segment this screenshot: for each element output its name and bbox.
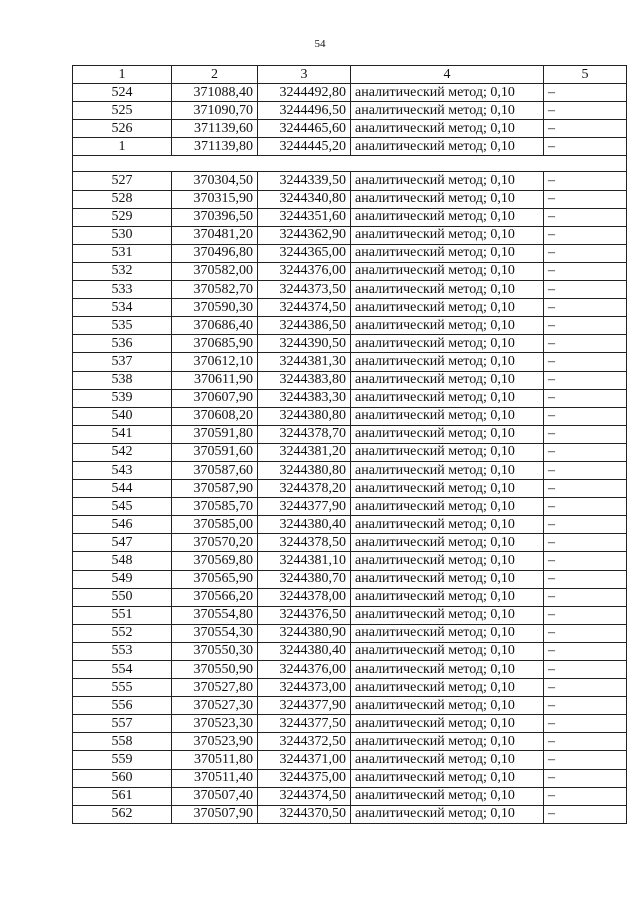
description-cell: –	[544, 84, 627, 102]
table-row	[73, 407, 627, 425]
y-coordinate-cell: 3244383,80	[258, 371, 351, 389]
description-cell: –	[544, 679, 627, 697]
x-coordinate-cell: 370511,80	[172, 751, 258, 769]
table-row	[73, 715, 627, 733]
point-number-cell: 532	[73, 262, 172, 280]
x-coordinate-cell: 371139,60	[172, 120, 258, 138]
point-number-cell: 537	[73, 353, 172, 371]
table-row	[73, 733, 627, 751]
table-row	[73, 172, 627, 190]
y-coordinate-cell: 3244373,50	[258, 281, 351, 299]
point-number-cell: 524	[73, 84, 172, 102]
description-cell: –	[544, 733, 627, 751]
y-coordinate-cell: 3244465,60	[258, 120, 351, 138]
point-number-cell: 541	[73, 425, 172, 443]
method-accuracy-cell: аналитический метод; 0,10	[351, 262, 544, 280]
y-coordinate-cell: 3244376,50	[258, 606, 351, 624]
method-accuracy-cell: аналитический метод; 0,10	[351, 624, 544, 642]
method-accuracy-cell: аналитический метод; 0,10	[351, 353, 544, 371]
point-number-cell: 538	[73, 371, 172, 389]
point-number-cell: 544	[73, 480, 172, 498]
point-number-cell: 553	[73, 642, 172, 660]
method-accuracy-cell: аналитический метод; 0,10	[351, 208, 544, 226]
y-coordinate-cell: 3244351,60	[258, 208, 351, 226]
y-coordinate-cell: 3244378,00	[258, 588, 351, 606]
point-number-cell: 552	[73, 624, 172, 642]
description-cell: –	[544, 498, 627, 516]
x-coordinate-cell: 370523,90	[172, 733, 258, 751]
point-number-cell: 549	[73, 570, 172, 588]
description-cell: –	[544, 281, 627, 299]
x-coordinate-cell: 370550,90	[172, 661, 258, 679]
point-number-cell: 560	[73, 769, 172, 787]
description-cell: –	[544, 425, 627, 443]
x-coordinate-cell: 370507,90	[172, 805, 258, 823]
method-accuracy-cell: аналитический метод; 0,10	[351, 407, 544, 425]
y-coordinate-cell: 3244377,50	[258, 715, 351, 733]
point-number-cell: 531	[73, 244, 172, 262]
point-number-cell: 557	[73, 715, 172, 733]
method-accuracy-cell: аналитический метод; 0,10	[351, 244, 544, 262]
y-coordinate-cell: 3244381,10	[258, 552, 351, 570]
x-coordinate-cell: 370565,90	[172, 570, 258, 588]
y-coordinate-cell: 3244378,70	[258, 425, 351, 443]
y-coordinate-cell: 3244340,80	[258, 190, 351, 208]
table-row	[73, 190, 627, 208]
table-row	[73, 570, 627, 588]
x-coordinate-cell: 370507,40	[172, 787, 258, 805]
description-cell: –	[544, 299, 627, 317]
x-coordinate-cell: 370481,20	[172, 226, 258, 244]
x-coordinate-cell: 370607,90	[172, 389, 258, 407]
method-accuracy-cell: аналитический метод; 0,10	[351, 84, 544, 102]
method-accuracy-cell: аналитический метод; 0,10	[351, 371, 544, 389]
x-coordinate-cell: 370608,20	[172, 407, 258, 425]
table-row	[73, 262, 627, 280]
method-accuracy-cell: аналитический метод; 0,10	[351, 317, 544, 335]
x-coordinate-cell: 370523,30	[172, 715, 258, 733]
y-coordinate-cell: 3244380,80	[258, 461, 351, 479]
method-accuracy-cell: аналитический метод; 0,10	[351, 120, 544, 138]
x-coordinate-cell: 370685,90	[172, 335, 258, 353]
method-accuracy-cell: аналитический метод; 0,10	[351, 534, 544, 552]
point-number-cell: 559	[73, 751, 172, 769]
method-accuracy-cell: аналитический метод; 0,10	[351, 226, 544, 244]
method-accuracy-cell: аналитический метод; 0,10	[351, 480, 544, 498]
point-number-cell: 561	[73, 787, 172, 805]
method-accuracy-cell: аналитический метод; 0,10	[351, 102, 544, 120]
description-cell: –	[544, 516, 627, 534]
y-coordinate-cell: 3244383,30	[258, 389, 351, 407]
y-coordinate-cell: 3244377,90	[258, 697, 351, 715]
table-row	[73, 138, 627, 156]
point-number-cell: 540	[73, 407, 172, 425]
x-coordinate-cell: 370686,40	[172, 317, 258, 335]
point-number-cell: 556	[73, 697, 172, 715]
point-number-cell: 545	[73, 498, 172, 516]
x-coordinate-cell: 370587,60	[172, 461, 258, 479]
description-cell: –	[544, 389, 627, 407]
point-number-cell: 526	[73, 120, 172, 138]
method-accuracy-cell: аналитический метод; 0,10	[351, 751, 544, 769]
description-cell: –	[544, 805, 627, 823]
description-cell: –	[544, 335, 627, 353]
point-number-cell: 529	[73, 208, 172, 226]
method-accuracy-cell: аналитический метод; 0,10	[351, 606, 544, 624]
y-coordinate-cell: 3244373,00	[258, 679, 351, 697]
table-row	[73, 606, 627, 624]
table-row	[73, 389, 627, 407]
method-accuracy-cell: аналитический метод; 0,10	[351, 443, 544, 461]
table-row	[73, 353, 627, 371]
x-coordinate-cell: 371139,80	[172, 138, 258, 156]
table-row	[73, 335, 627, 353]
table-row	[73, 226, 627, 244]
x-coordinate-cell: 370527,30	[172, 697, 258, 715]
method-accuracy-cell: аналитический метод; 0,10	[351, 661, 544, 679]
description-cell: –	[544, 461, 627, 479]
header-cell-3: 3	[258, 66, 351, 84]
table-row	[73, 120, 627, 138]
table-row	[73, 317, 627, 335]
contour-separator-row	[73, 156, 627, 172]
x-coordinate-cell: 370396,50	[172, 208, 258, 226]
y-coordinate-cell: 3244445,20	[258, 138, 351, 156]
x-coordinate-cell: 370585,00	[172, 516, 258, 534]
description-cell: –	[544, 606, 627, 624]
description-cell: –	[544, 661, 627, 679]
method-accuracy-cell: аналитический метод; 0,10	[351, 335, 544, 353]
point-number-cell: 558	[73, 733, 172, 751]
table-row	[73, 642, 627, 660]
y-coordinate-cell: 3244377,90	[258, 498, 351, 516]
method-accuracy-cell: аналитический метод; 0,10	[351, 281, 544, 299]
x-coordinate-cell: 370569,80	[172, 552, 258, 570]
table-row	[73, 281, 627, 299]
method-accuracy-cell: аналитический метод; 0,10	[351, 516, 544, 534]
x-coordinate-cell: 370591,60	[172, 443, 258, 461]
y-coordinate-cell: 3244380,40	[258, 642, 351, 660]
x-coordinate-cell: 370582,70	[172, 281, 258, 299]
description-cell: –	[544, 624, 627, 642]
method-accuracy-cell: аналитический метод; 0,10	[351, 570, 544, 588]
point-number-cell: 534	[73, 299, 172, 317]
point-number-cell: 527	[73, 172, 172, 190]
table-row	[73, 102, 627, 120]
method-accuracy-cell: аналитический метод; 0,10	[351, 172, 544, 190]
y-coordinate-cell: 3244381,30	[258, 353, 351, 371]
y-coordinate-cell: 3244380,70	[258, 570, 351, 588]
y-coordinate-cell: 3244378,50	[258, 534, 351, 552]
method-accuracy-cell: аналитический метод; 0,10	[351, 138, 544, 156]
y-coordinate-cell: 3244496,50	[258, 102, 351, 120]
table-row	[73, 480, 627, 498]
description-cell: –	[544, 480, 627, 498]
y-coordinate-cell: 3244372,50	[258, 733, 351, 751]
point-number-cell: 548	[73, 552, 172, 570]
point-number-cell: 525	[73, 102, 172, 120]
x-coordinate-cell: 370315,90	[172, 190, 258, 208]
point-number-cell: 543	[73, 461, 172, 479]
table-row	[73, 534, 627, 552]
table-row	[73, 208, 627, 226]
point-number-cell: 550	[73, 588, 172, 606]
y-coordinate-cell: 3244376,00	[258, 661, 351, 679]
description-cell: –	[544, 787, 627, 805]
description-cell: –	[544, 138, 627, 156]
table-row	[73, 371, 627, 389]
method-accuracy-cell: аналитический метод; 0,10	[351, 715, 544, 733]
table-row	[73, 425, 627, 443]
method-accuracy-cell: аналитический метод; 0,10	[351, 389, 544, 407]
table-row	[73, 787, 627, 805]
point-number-cell: 535	[73, 317, 172, 335]
point-number-cell: 547	[73, 534, 172, 552]
point-number-cell: 530	[73, 226, 172, 244]
x-coordinate-cell: 370527,80	[172, 679, 258, 697]
table-row	[73, 769, 627, 787]
y-coordinate-cell: 3244362,90	[258, 226, 351, 244]
method-accuracy-cell: аналитический метод; 0,10	[351, 769, 544, 787]
description-cell: –	[544, 642, 627, 660]
y-coordinate-cell: 3244365,00	[258, 244, 351, 262]
description-cell: –	[544, 570, 627, 588]
description-cell: –	[544, 244, 627, 262]
table-row	[73, 661, 627, 679]
description-cell: –	[544, 769, 627, 787]
point-number-cell: 551	[73, 606, 172, 624]
table-row	[73, 679, 627, 697]
table-row	[73, 244, 627, 262]
header-cell-5: 5	[544, 66, 627, 84]
description-cell: –	[544, 371, 627, 389]
y-coordinate-cell: 3244375,00	[258, 769, 351, 787]
y-coordinate-cell: 3244378,20	[258, 480, 351, 498]
x-coordinate-cell: 370582,00	[172, 262, 258, 280]
x-coordinate-cell: 370304,50	[172, 172, 258, 190]
point-number-cell: 554	[73, 661, 172, 679]
method-accuracy-cell: аналитический метод; 0,10	[351, 733, 544, 751]
x-coordinate-cell: 370570,20	[172, 534, 258, 552]
separator-cell	[73, 156, 627, 172]
description-cell: –	[544, 262, 627, 280]
x-coordinate-cell: 370566,20	[172, 588, 258, 606]
x-coordinate-cell: 371088,40	[172, 84, 258, 102]
y-coordinate-cell: 3244492,80	[258, 84, 351, 102]
table-row	[73, 443, 627, 461]
x-coordinate-cell: 370590,30	[172, 299, 258, 317]
description-cell: –	[544, 226, 627, 244]
header-cell-4: 4	[351, 66, 544, 84]
x-coordinate-cell: 370554,30	[172, 624, 258, 642]
description-cell: –	[544, 751, 627, 769]
y-coordinate-cell: 3244380,40	[258, 516, 351, 534]
table-row	[73, 805, 627, 823]
method-accuracy-cell: аналитический метод; 0,10	[351, 190, 544, 208]
description-cell: –	[544, 353, 627, 371]
y-coordinate-cell: 3244381,20	[258, 443, 351, 461]
description-cell: –	[544, 715, 627, 733]
point-number-cell: 542	[73, 443, 172, 461]
description-cell: –	[544, 172, 627, 190]
method-accuracy-cell: аналитический метод; 0,10	[351, 805, 544, 823]
table-row	[73, 588, 627, 606]
x-coordinate-cell: 370550,30	[172, 642, 258, 660]
description-cell: –	[544, 697, 627, 715]
x-coordinate-cell: 370587,90	[172, 480, 258, 498]
header-cell-1: 1	[73, 66, 172, 84]
table-header-row	[73, 66, 627, 84]
y-coordinate-cell: 3244386,50	[258, 317, 351, 335]
table-row	[73, 461, 627, 479]
y-coordinate-cell: 3244370,50	[258, 805, 351, 823]
description-cell: –	[544, 552, 627, 570]
x-coordinate-cell: 370591,80	[172, 425, 258, 443]
description-cell: –	[544, 317, 627, 335]
y-coordinate-cell: 3244390,50	[258, 335, 351, 353]
table-row	[73, 624, 627, 642]
description-cell: –	[544, 534, 627, 552]
method-accuracy-cell: аналитический метод; 0,10	[351, 642, 544, 660]
description-cell: –	[544, 588, 627, 606]
coordinates-table	[72, 65, 627, 824]
method-accuracy-cell: аналитический метод; 0,10	[351, 679, 544, 697]
y-coordinate-cell: 3244374,50	[258, 299, 351, 317]
x-coordinate-cell: 370511,40	[172, 769, 258, 787]
point-number-cell: 546	[73, 516, 172, 534]
table-row	[73, 516, 627, 534]
table-row	[73, 751, 627, 769]
description-cell: –	[544, 120, 627, 138]
x-coordinate-cell: 370554,80	[172, 606, 258, 624]
x-coordinate-cell: 370496,80	[172, 244, 258, 262]
table-row	[73, 299, 627, 317]
y-coordinate-cell: 3244371,00	[258, 751, 351, 769]
y-coordinate-cell: 3244380,90	[258, 624, 351, 642]
table-row	[73, 498, 627, 516]
method-accuracy-cell: аналитический метод; 0,10	[351, 461, 544, 479]
point-number-cell: 528	[73, 190, 172, 208]
point-number-cell: 539	[73, 389, 172, 407]
method-accuracy-cell: аналитический метод; 0,10	[351, 787, 544, 805]
method-accuracy-cell: аналитический метод; 0,10	[351, 588, 544, 606]
x-coordinate-cell: 370611,90	[172, 371, 258, 389]
y-coordinate-cell: 3244376,00	[258, 262, 351, 280]
point-number-cell: 562	[73, 805, 172, 823]
table-row	[73, 697, 627, 715]
y-coordinate-cell: 3244380,80	[258, 407, 351, 425]
description-cell: –	[544, 443, 627, 461]
point-number-cell: 1	[73, 138, 172, 156]
method-accuracy-cell: аналитический метод; 0,10	[351, 425, 544, 443]
x-coordinate-cell: 370585,70	[172, 498, 258, 516]
x-coordinate-cell: 370612,10	[172, 353, 258, 371]
description-cell: –	[544, 208, 627, 226]
method-accuracy-cell: аналитический метод; 0,10	[351, 498, 544, 516]
point-number-cell: 536	[73, 335, 172, 353]
y-coordinate-cell: 3244374,50	[258, 787, 351, 805]
method-accuracy-cell: аналитический метод; 0,10	[351, 552, 544, 570]
x-coordinate-cell: 371090,70	[172, 102, 258, 120]
header-cell-2: 2	[172, 66, 258, 84]
page-number: 54	[314, 38, 326, 50]
table-row	[73, 552, 627, 570]
description-cell: –	[544, 407, 627, 425]
point-number-cell: 555	[73, 679, 172, 697]
point-number-cell: 533	[73, 281, 172, 299]
method-accuracy-cell: аналитический метод; 0,10	[351, 697, 544, 715]
method-accuracy-cell: аналитический метод; 0,10	[351, 299, 544, 317]
description-cell: –	[544, 102, 627, 120]
description-cell: –	[544, 190, 627, 208]
y-coordinate-cell: 3244339,50	[258, 172, 351, 190]
table-row	[73, 84, 627, 102]
